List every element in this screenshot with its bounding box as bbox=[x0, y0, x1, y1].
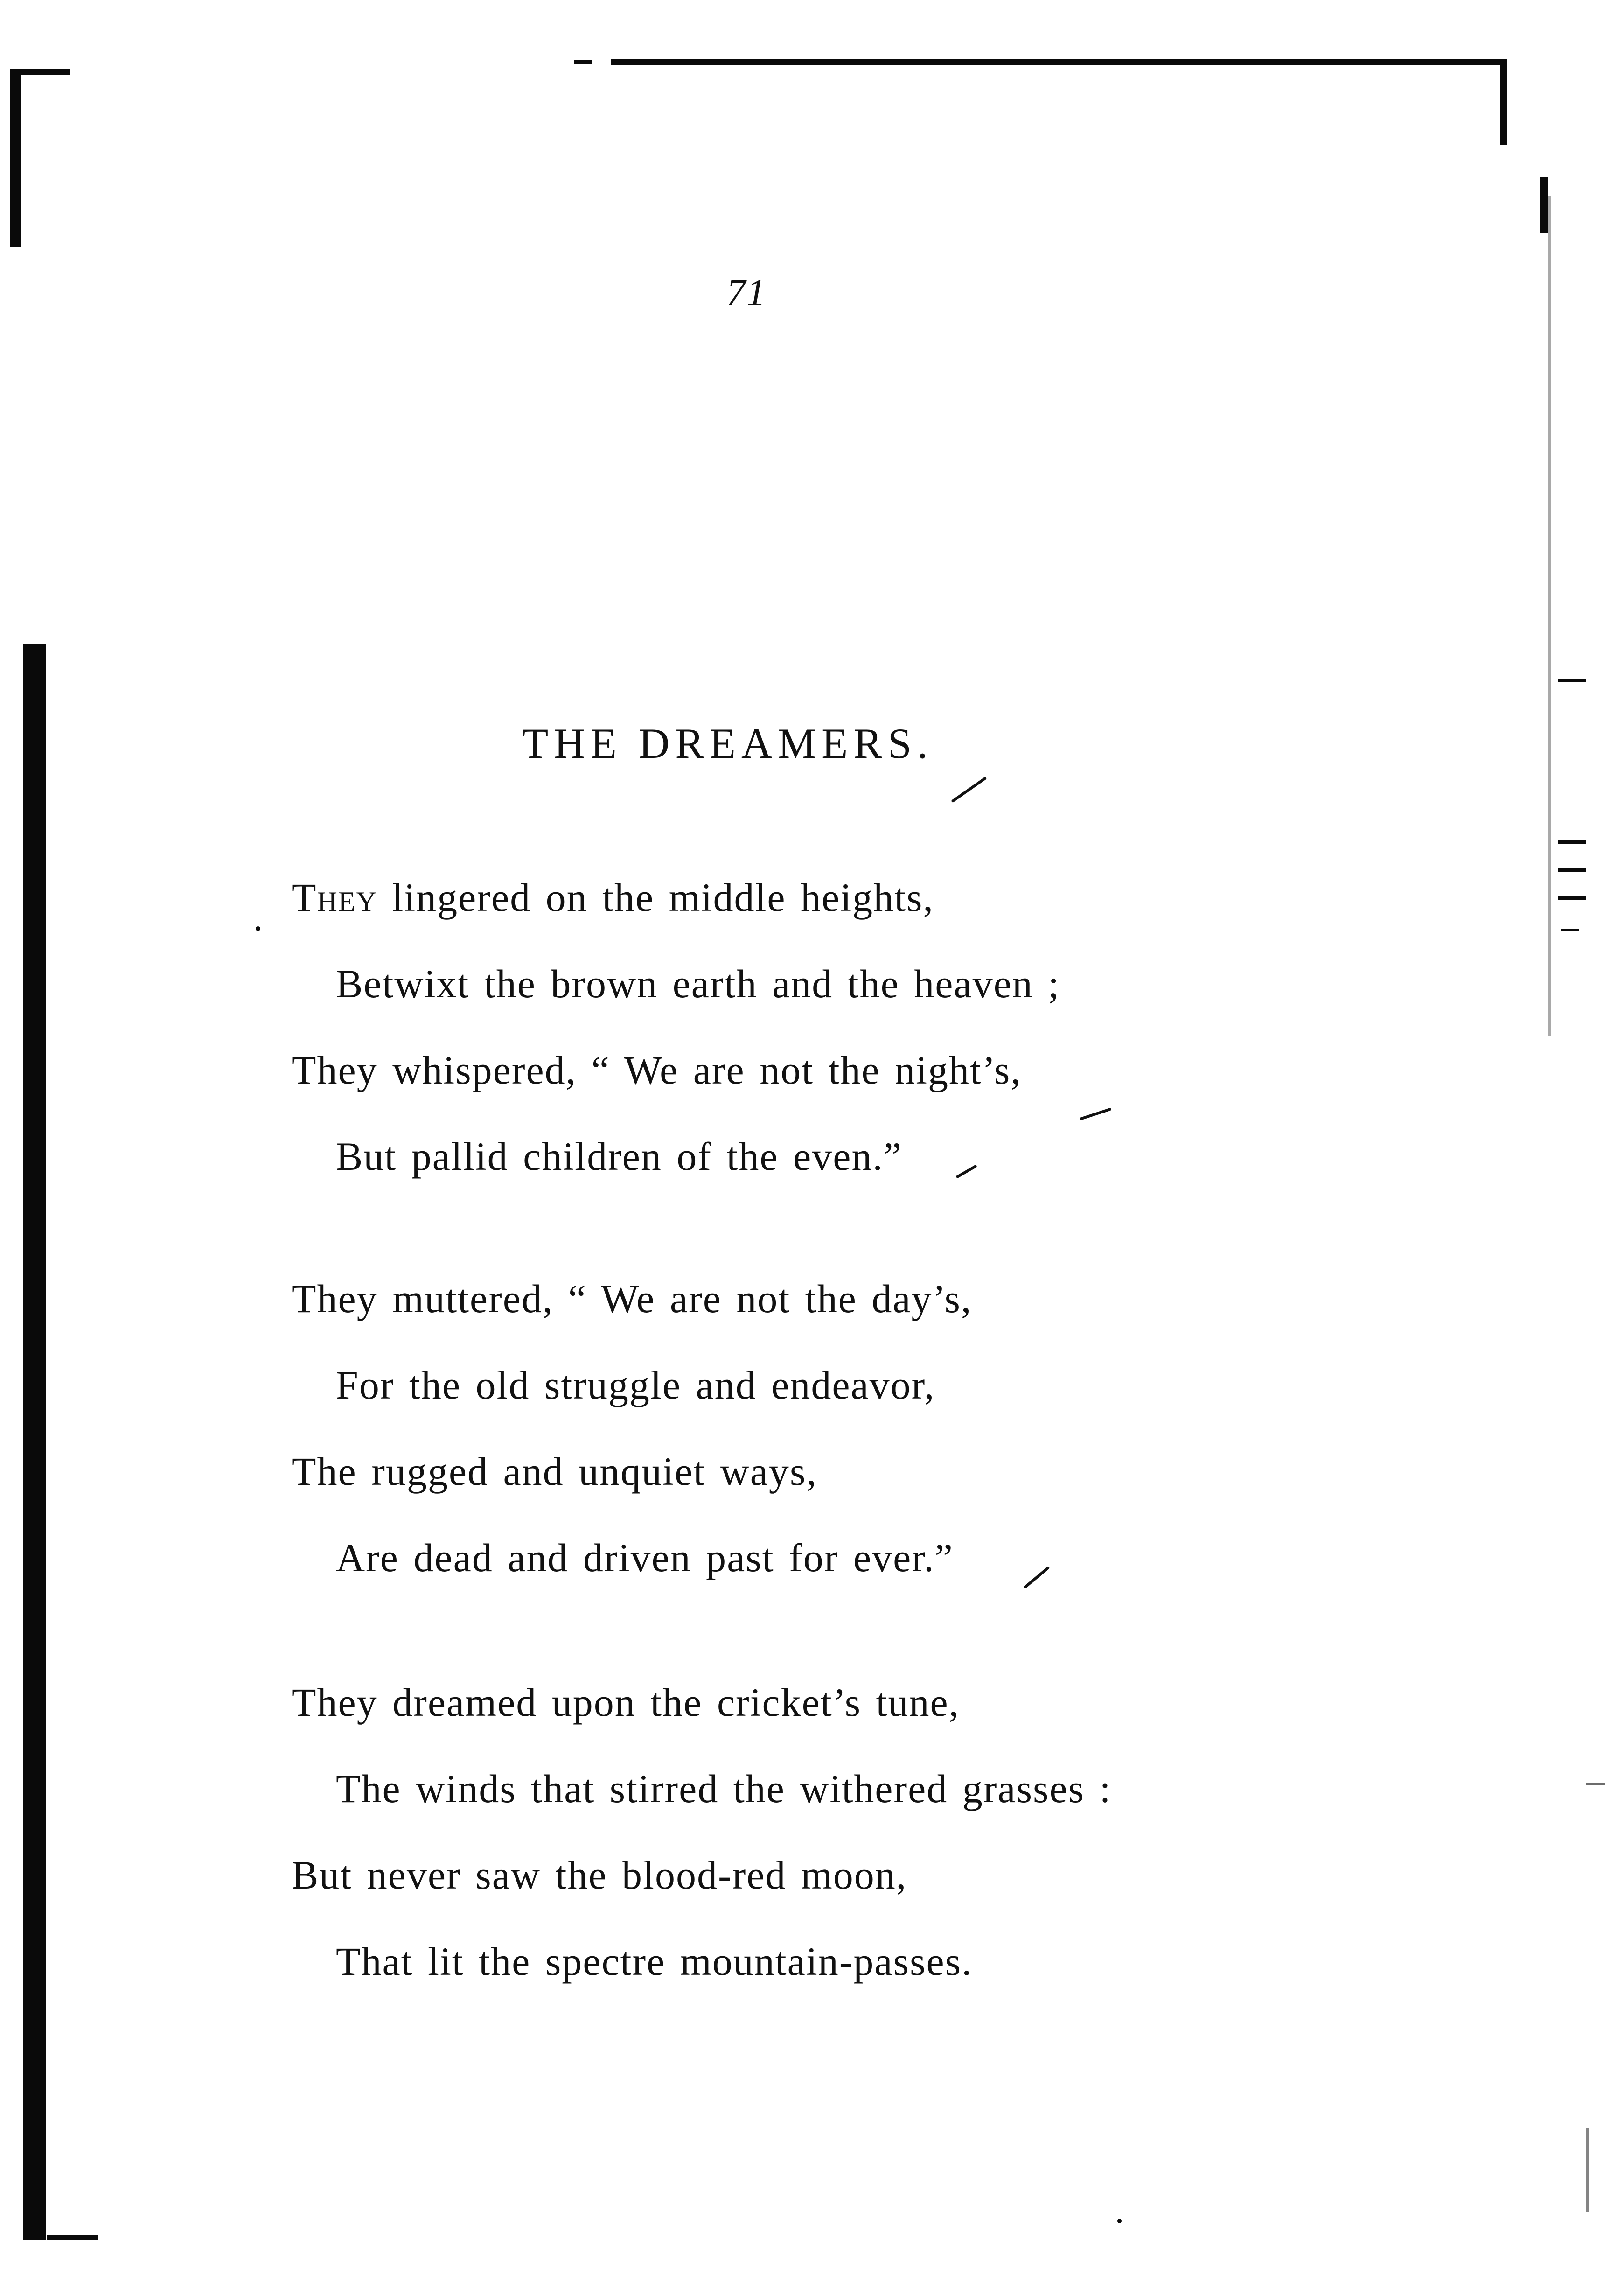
opening-word: They bbox=[292, 875, 377, 920]
page-number: 71 bbox=[726, 271, 767, 314]
scan-border-top-bar bbox=[611, 59, 1507, 65]
stray-dot bbox=[256, 926, 260, 931]
scan-border-bottom-left bbox=[47, 2235, 98, 2240]
poem-line: But never saw the blood-red moon, bbox=[292, 1853, 907, 1897]
poem-line: Betwixt the brown earth and the heaven ; bbox=[336, 961, 1060, 1006]
poem-line: For the old struggle and endeavor, bbox=[336, 1363, 935, 1407]
scan-border-right-hook bbox=[1500, 61, 1507, 145]
pencil-tick-mark bbox=[951, 777, 987, 803]
stray-dot bbox=[1117, 2219, 1122, 2223]
poem-line: That lit the spectre mountain-passes. bbox=[336, 1939, 973, 1984]
poem-line: They dreamed upon the cricket’s tune, bbox=[292, 1680, 960, 1725]
poem-line bbox=[292, 875, 934, 920]
scan-border-left-bar bbox=[23, 644, 46, 2240]
pencil-tick-mark bbox=[1023, 1566, 1050, 1589]
poem-line: They muttered, “ We are not the day’s, bbox=[292, 1276, 972, 1321]
poem-line: The rugged and unquiet ways, bbox=[292, 1449, 817, 1494]
poem-line: They whispered, “ We are not the night’s, bbox=[292, 1048, 1022, 1092]
poem-line: But pallid children of the even.” bbox=[336, 1134, 903, 1179]
poem-title: THE DREAMERS. bbox=[522, 720, 934, 767]
pencil-tick-mark bbox=[1080, 1108, 1111, 1120]
scan-border-right-mark bbox=[1540, 177, 1548, 233]
poem-line: Are dead and driven past for ever.” bbox=[336, 1535, 954, 1580]
line-text: lingered on the middle heights, bbox=[377, 875, 934, 920]
scan-border-top-dash bbox=[574, 60, 592, 64]
poem-line: The winds that stirred the withered grasses : bbox=[336, 1766, 1112, 1811]
pencil-tick-mark bbox=[956, 1164, 977, 1178]
